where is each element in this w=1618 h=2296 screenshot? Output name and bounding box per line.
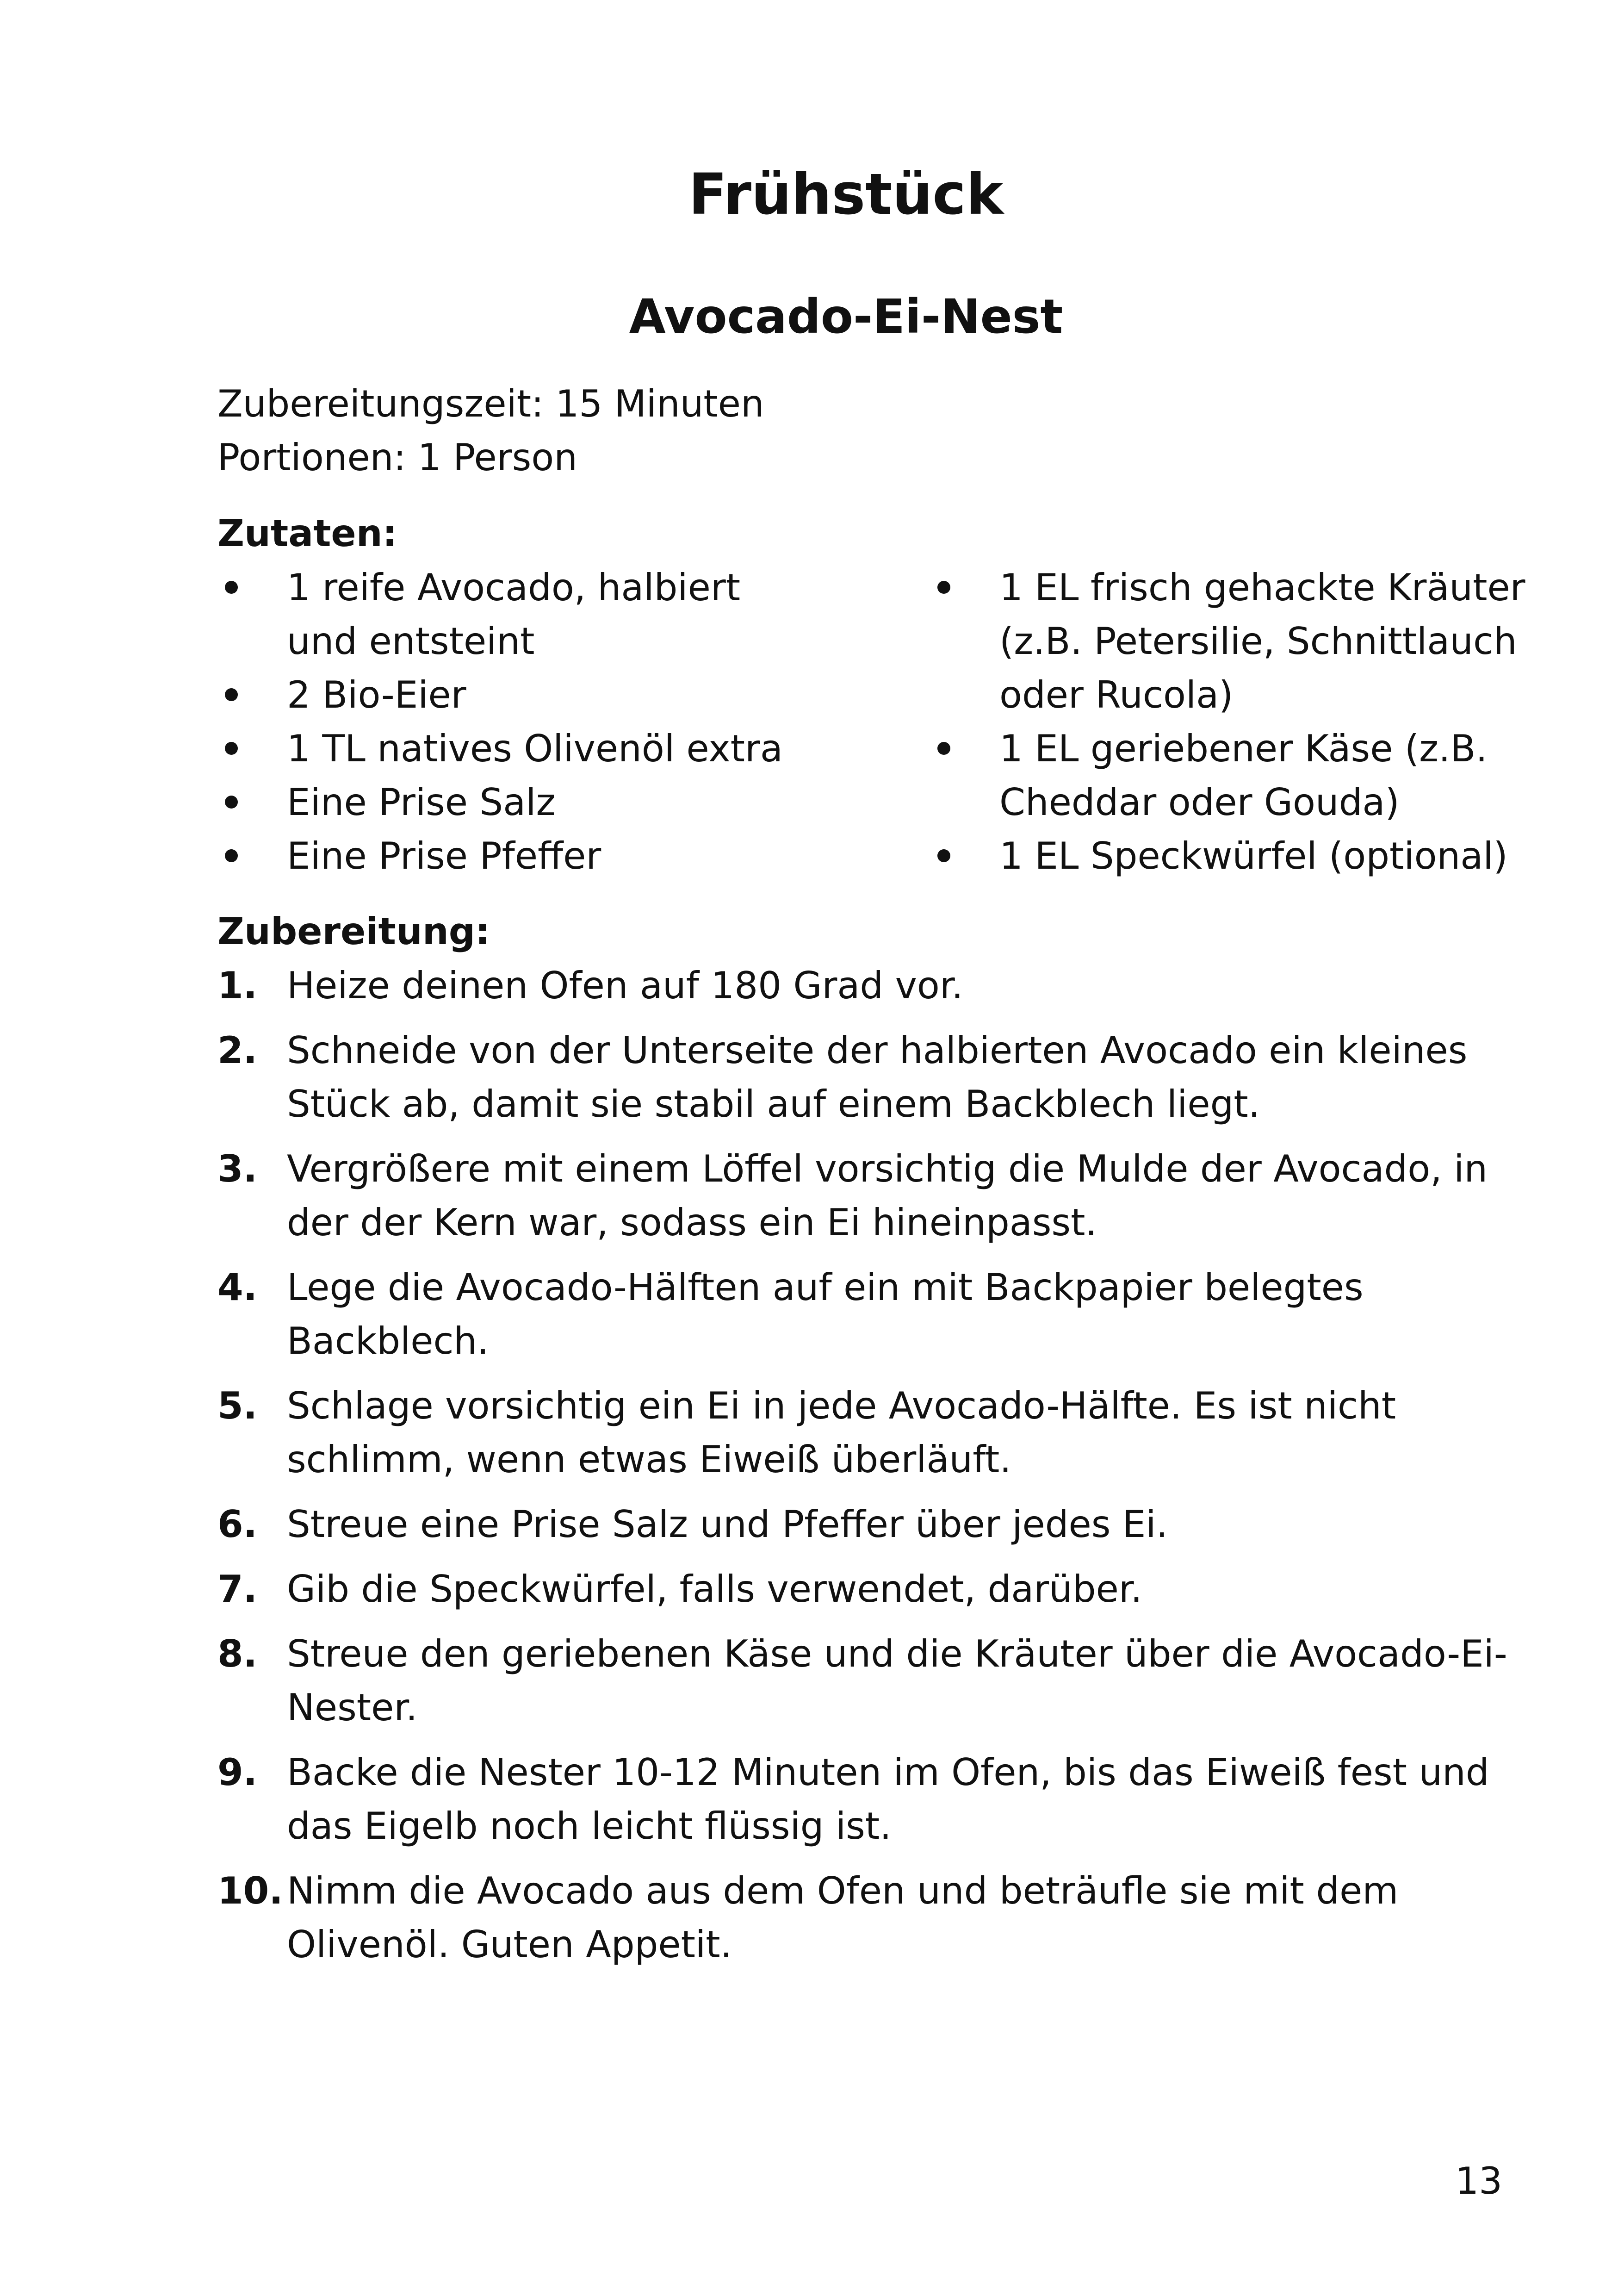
step-number: 10. (217, 1869, 283, 1912)
step-text: Gib die Speckwürfel, falls verwendet, darüber. (287, 1568, 1142, 1611)
ingredient-item: 1 EL Speckwürfel (optional) (930, 829, 1541, 883)
step-text: Streue den geriebenen Käse und die Kräuter über die Avocado-Ei-Nester. (287, 1632, 1507, 1729)
ingredient-item: Eine Prise Pfeffer (217, 829, 819, 883)
step-item (217, 1379, 1513, 1487)
step-item (217, 1498, 1513, 1551)
bullet-icon (217, 722, 245, 776)
recipe-title: Avocado-Ei-Nest (629, 289, 1063, 344)
step-number: 6. (217, 1503, 258, 1546)
bullet-icon (930, 561, 958, 615)
ingredient-item: 1 EL geriebener Käse (z.B. Cheddar oder Gouda) (930, 722, 1541, 829)
ingredient-item: 1 EL frisch gehackte Kräuter (z.B. Petersilie, Schnittlauch oder Rucola) (930, 561, 1541, 722)
preparation-label: Zubereitung: (217, 910, 490, 953)
step-number: 4. (217, 1266, 258, 1309)
bullet-icon (217, 829, 245, 883)
ingredient-item: Eine Prise Salz (217, 776, 819, 829)
step-number: 3. (217, 1147, 258, 1190)
step-item (217, 1142, 1513, 1250)
step-text: Heize deinen Ofen auf 180 Grad vor. (287, 964, 963, 1007)
step-item (217, 959, 1513, 1013)
bullet-icon (930, 829, 958, 883)
step-number: 9. (217, 1751, 258, 1794)
step-number: 2. (217, 1029, 258, 1072)
ingredients-list-right (930, 561, 1541, 883)
prep-time: Zubereitungszeit: 15 Minuten (217, 382, 764, 425)
section-title: Frühstück (688, 162, 1004, 227)
bullet-icon (217, 776, 245, 829)
step-text: Nimm die Avocado aus dem Ofen und beträufle sie mit dem Olivenöl. Guten Appetit. (287, 1869, 1399, 1966)
step-number: 5. (217, 1384, 258, 1427)
bullet-icon (930, 722, 958, 776)
ingredient-item: 2 Bio-Eier (217, 668, 819, 722)
step-text: Streue eine Prise Salz und Pfeffer über jedes Ei. (287, 1503, 1168, 1546)
ingredients-list-left (217, 561, 819, 883)
ingredient-item: 1 reife Avocado, halbiert und entsteint (217, 561, 819, 668)
ingredient-item: 1 TL natives Olivenöl extra (217, 722, 819, 776)
step-text: Backe die Nester 10-12 Minuten im Ofen, bis das Eiweiß fest und das Eigelb noch leicht flüssig ist. (287, 1751, 1489, 1848)
bullet-icon (217, 561, 245, 615)
preparation-steps (217, 959, 1513, 1983)
step-number: 1. (217, 964, 258, 1007)
step-number: 7. (217, 1568, 258, 1611)
step-item (217, 1261, 1513, 1368)
step-text: Schlage vorsichtig ein Ei in jede Avocado-Hälfte. Es ist nicht schlimm, wenn etwas Eiweiß überläuft. (287, 1384, 1396, 1481)
page-number: 13 (1455, 2159, 1502, 2203)
step-number: 8. (217, 1632, 258, 1675)
ingredients-label: Zutaten: (217, 512, 397, 555)
step-item (217, 1864, 1513, 1972)
step-text: Vergrößere mit einem Löffel vorsichtig die Mulde der Avocado, in der der Kern war, sodass ein Ei hineinpasst. (287, 1147, 1488, 1244)
bullet-icon (217, 668, 245, 722)
step-item (217, 1024, 1513, 1131)
servings: Portionen: 1 Person (217, 436, 577, 479)
step-item (217, 1562, 1513, 1616)
recipe-meta (217, 377, 764, 485)
step-item (217, 1627, 1513, 1735)
step-text: Schneide von der Unterseite der halbierten Avocado ein kleines Stück ab, damit sie stabil auf einem Backblech liegt. (287, 1029, 1468, 1126)
step-item (217, 1746, 1513, 1853)
step-text: Lege die Avocado-Hälften auf ein mit Backpapier belegtes Backblech. (287, 1266, 1364, 1363)
